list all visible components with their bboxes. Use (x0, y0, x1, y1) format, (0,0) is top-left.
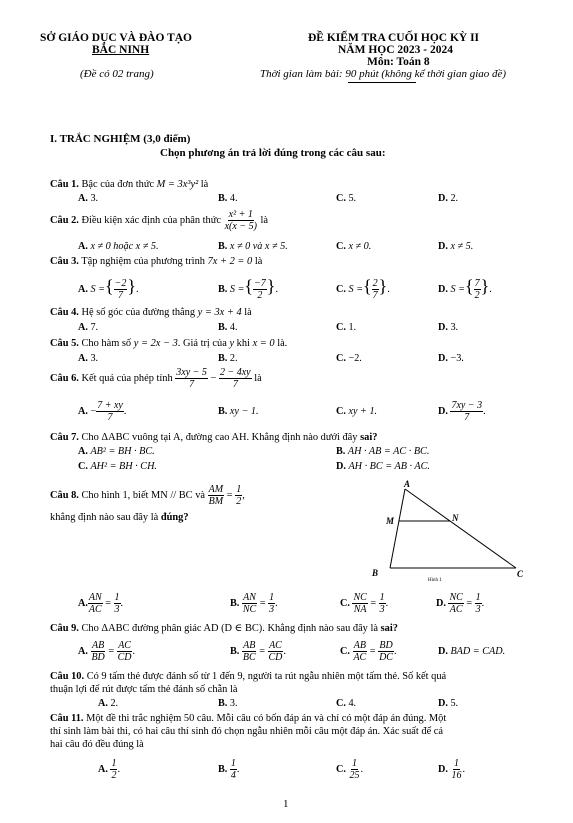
question-9: Câu 9. Cho ΔABC đường phân giác AD (D ∈ BC). Khẳng định nào sau đây là sai? (50, 623, 398, 634)
q4-option-d[interactable]: D. 3. (438, 322, 459, 333)
edge-ac (405, 489, 516, 568)
page-count-note: (Đề có 02 trang) (80, 68, 154, 80)
q5-option-c[interactable]: C. −2. (336, 353, 362, 364)
question-8-line2: khẳng định nào sau đây là đúng? (50, 512, 189, 523)
vertex-b-label: B (372, 568, 379, 578)
q8-option-c[interactable]: C. $\frac{NC}{NA}$ = $\frac{1}{3}$ . (340, 592, 389, 615)
vertex-c-label: C (517, 569, 524, 579)
q11-option-c[interactable]: C. $\frac{1}{25}$ . (336, 758, 363, 781)
dept-name: SỞ GIÁO DỤC VÀ ĐÀO TẠO (40, 32, 192, 44)
q11-option-b[interactable]: B. $\frac{1}{4}$ . (218, 758, 240, 781)
q10-option-d[interactable]: D. 5. (438, 698, 459, 709)
q1-option-b[interactable]: B. 4. (218, 193, 238, 204)
q7-option-c[interactable]: C. AH² = BH · CH. (78, 461, 157, 472)
q10-option-c[interactable]: C. 4. (336, 698, 357, 709)
q4-option-a[interactable]: A. 7. (78, 322, 99, 333)
q2-option-a[interactable]: A. x ≠ 0 hoặc x ≠ 5. (78, 241, 159, 252)
q9-option-a[interactable]: A. $\frac{AB}{BD}$ = $\frac{AC}{CD}$ . (78, 640, 136, 663)
q1-option-c[interactable]: C. 5. (336, 193, 357, 204)
exam-title: ĐỀ KIỂM TRA CUỐI HỌC KỲ II (308, 32, 480, 44)
point-n-label: N (452, 513, 459, 523)
q3-option-a[interactable]: A. S ={ $\frac{-2}{7}$ }. (78, 276, 139, 302)
province-name: BẮC NINH (92, 44, 150, 56)
q9-option-c[interactable]: C. $\frac{AB}{AC}$ = $\frac{BD}{DC}$ . (340, 640, 397, 663)
q2-option-c[interactable]: C. x ≠ 0. (336, 241, 372, 252)
vertex-a-label: A (404, 479, 411, 489)
question-5: Câu 5. Cho hàm số y = 2x − 3. Giá trị của y khi x = 0 là. (50, 338, 288, 349)
question-11-line2: thí sinh làm bài thi, có hai câu thí sinh đó chọn ngẫu nhiên mỗi câu một đáp án. Xác suất để cả (50, 726, 444, 737)
q9-option-b[interactable]: B. $\frac{AB}{BC}$ = $\frac{AC}{CD}$ . (230, 640, 286, 663)
q1-option-d[interactable]: D. 2. (438, 193, 459, 204)
point-m-label: M (386, 516, 395, 526)
q6-option-d[interactable]: D. $\frac{7xy - 3}{7}$ . (438, 400, 486, 423)
q3-option-d[interactable]: D. S ={ $\frac{7}{2}$ }. (438, 276, 492, 302)
q11-option-a[interactable]: A. $\frac{1}{2}$ . (98, 758, 120, 781)
q3-option-c[interactable]: C. S ={ $\frac{2}{7}$ }. (336, 276, 390, 302)
time-limit: Thời gian làm bài: 90 phút (không kể thời gian giao đề) (260, 68, 507, 80)
question-1: Câu 1. Bậc của đơn thức M = 3x³y² là (50, 179, 209, 190)
q2-option-d[interactable]: D. x ≠ 5. (438, 241, 474, 252)
figure-caption: Hình 1 (428, 578, 442, 583)
question-11: Câu 11. Một đề thi trắc nghiệm 50 câu. Mỗi câu có bốn đáp án và chỉ có một đáp án đúng. Một (50, 713, 447, 724)
q10-option-a[interactable]: A. 2. (98, 698, 119, 709)
q8-option-b[interactable]: B. $\frac{AN}{NC}$ = $\frac{1}{3}$ . (230, 592, 278, 615)
q1-option-a[interactable]: A. 3. (78, 193, 99, 204)
question-11-line3: hai câu đó đều đúng là (50, 739, 144, 750)
question-8: Câu 8. Cho hình 1, biết MN // BC và $\frac{AM}{BM}$ = $\frac{1}{2}$ , (50, 484, 245, 507)
question-4: Câu 4. Hệ số góc của đường thẳng y = 3x + 4 là (50, 307, 252, 318)
header-underline (348, 82, 416, 83)
q11-option-d[interactable]: D. $\frac{1}{16}$ . (438, 758, 465, 781)
triangle-figure (360, 478, 530, 588)
section-instruction: Chọn phương án trả lời đúng trong các câu sau: (160, 147, 386, 159)
q4-option-c[interactable]: C. 1. (336, 322, 357, 333)
q5-option-a[interactable]: A. 3. (78, 353, 99, 364)
q7-option-d[interactable]: D. AH · BC = AB · AC. (336, 461, 430, 472)
q3-option-b[interactable]: B. S ={ $\frac{-7}{2}$ }. (218, 276, 278, 302)
school-year: NĂM HỌC 2023 - 2024 (338, 44, 453, 56)
q8-option-d[interactable]: D. $\frac{NC}{AC}$ = $\frac{1}{3}$ . (436, 592, 485, 615)
q7-option-a[interactable]: A. AB² = BH · BC. (78, 446, 155, 457)
q10-option-b[interactable]: B. 3. (218, 698, 238, 709)
question-10-line2: thuận lợi để rút được tấm thẻ đánh số chẵn là (50, 684, 238, 695)
q6-option-a[interactable]: A. − $\frac{7 + xy}{7}$ . (78, 400, 127, 423)
question-7: Câu 7. Cho ΔABC vuông tại A, đường cao AH. Khẳng định nào dưới đây sai? (50, 432, 378, 443)
edge-ab (390, 489, 405, 568)
page-number: 1 (283, 798, 289, 810)
q6-option-b[interactable]: B. xy − 1. (218, 406, 259, 417)
question-10: Câu 10. Có 9 tấm thẻ được đánh số từ 1 đến 9, người ta rút ngẫu nhiên một tấm thẻ. Số kết quả (50, 671, 447, 682)
question-2: Câu 2. Điều kiện xác định của phân thức $\frac{\text{x² + 1}}{x(x - 5)}$ là (50, 209, 269, 232)
q5-option-b[interactable]: B. 2. (218, 353, 238, 364)
section-title: I. TRẮC NGHIỆM (3,0 điểm) (50, 133, 191, 145)
q2-option-b[interactable]: B. x ≠ 0 và x ≠ 5. (218, 241, 288, 252)
q4-option-b[interactable]: B. 4. (218, 322, 238, 333)
q6-option-c[interactable]: C. xy + 1. (336, 406, 378, 417)
q8-option-a[interactable]: A. $\frac{AN}{AC}$ = $\frac{1}{3}$ . (78, 592, 124, 615)
q7-option-b[interactable]: B. AH · AB = AC · BC. (336, 446, 430, 457)
question-6: Câu 6. Kết quả của phép tính $\frac{3xy - 5}{7}$ − $\frac{2 - 4xy}{7}$ là (50, 367, 262, 390)
question-3: Câu 3. Tập nghiệm của phương trình 7x + 2 = 0 là (50, 256, 263, 267)
subject: Môn: Toán 8 (367, 56, 430, 68)
q5-option-d[interactable]: D. −3. (438, 353, 464, 364)
q9-option-d[interactable]: D. BAD = CAD. (438, 646, 506, 657)
